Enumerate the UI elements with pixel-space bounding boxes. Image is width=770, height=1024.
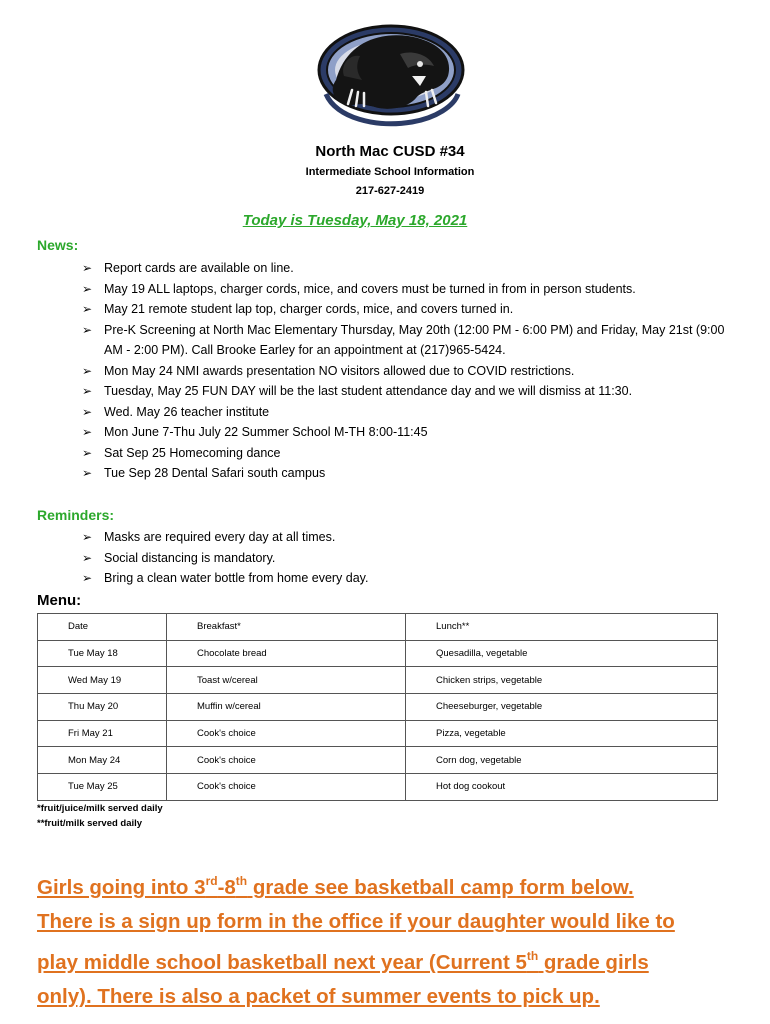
news-item: ➢ Pre-K Screening at North Mac Elementary Thursday, May 20th (12:00 PM - 6:00 PM) and Friday, May 21st (9:00 AM - 2:00 PM). Call Brooke Earley for an appointment at (217)965-5424. [82,320,732,361]
menu-lunch: Corn dog, vegetable [406,747,718,774]
news-label: News: [37,237,79,253]
menu-breakfast: Toast w/cereal [167,667,406,694]
announcement-line [37,939,737,980]
announcement-line [37,864,737,905]
column-header: Date [38,614,167,641]
table-row [38,667,718,694]
news-item: ➢ Report cards are available on line. [82,258,732,279]
menu-lunch: Chicken strips, vegetable [406,667,718,694]
menu-breakfast: Chocolate bread [167,640,406,667]
menu-date: Fri May 21 [38,720,167,747]
announcement-text: grade see basketball camp form below. [247,876,634,899]
table-row [38,640,718,667]
menu-date: Mon May 24 [38,747,167,774]
announcement-text: -8 [217,876,236,899]
menu-date: Thu May 20 [38,694,167,721]
today-date-heading: Today is Tuesday, May 18, 2021 [242,212,468,229]
announcement-text: Girls going into 3 [37,876,206,899]
announcement-line: There is a sign up form in the office if your daughter would like to [37,910,675,933]
reminder-item: ➢ Social distancing is mandatory. [82,548,732,569]
table-row [38,774,718,801]
news-item: ➢ Mon June 7-Thu July 22 Summer School M-TH 8:00-11:45 [82,422,732,443]
menu-lunch: Cheeseburger, vegetable [406,694,718,721]
table-header-row [38,614,718,641]
document-subtitle: Intermediate School Information [305,166,475,178]
news-item: ➢ Mon May 24 NMI awards presentation NO visitors allowed due to COVID restrictions. [82,361,732,382]
menu-date: Tue May 25 [38,774,167,801]
reminders-label: Reminders: [37,507,115,523]
announcement-text: play middle school basketball next year (Current 5 [37,951,527,974]
column-header: Lunch** [406,614,718,641]
reminders-list [82,527,732,589]
table-row [38,694,718,721]
menu-date: Tue May 18 [38,640,167,667]
menu-lunch: Quesadilla, vegetable [406,640,718,667]
menu-breakfast: Cook's choice [167,774,406,801]
reminder-item: ➢ Masks are required every day at all times. [82,527,732,548]
announcement-line: only). There is also a packet of summer events to pick up. [37,985,600,1008]
menu-lunch: Pizza, vegetable [406,720,718,747]
menu-date: Wed May 19 [38,667,167,694]
column-header: Breakfast* [167,614,406,641]
announcement-superscript: rd [205,874,218,888]
menu-footnote-lunch: **fruit/milk served daily [37,818,143,829]
news-item: ➢ Tuesday, May 25 FUN DAY will be the last student attendance day and we will dismiss at 11:30. [82,381,732,402]
reminder-item: ➢ Bring a clean water bottle from home every day. [82,568,732,589]
announcement-text: grade girls [538,951,649,974]
news-item: ➢ Tue Sep 28 Dental Safari south campus [82,463,732,484]
news-list [82,258,732,484]
menu-breakfast: Muffin w/cereal [167,694,406,721]
menu-breakfast: Cook's choice [167,747,406,774]
phone-number: 217-627-2419 [355,185,425,197]
announcement-superscript: th [526,949,539,963]
menu-footnote-breakfast: *fruit/juice/milk served daily [37,803,163,814]
menu-label: Menu: [37,592,82,609]
menu-breakfast: Cook's choice [167,720,406,747]
news-item: ➢ Sat Sep 25 Homecoming dance [82,443,732,464]
table-row [38,747,718,774]
panther-logo-icon [316,14,466,132]
table-row [38,720,718,747]
basketball-announcement [37,864,737,1014]
announcement-superscript: th [235,874,248,888]
news-item: ➢ May 21 remote student lap top, charger cords, mice, and covers turned in. [82,299,732,320]
news-item: ➢ Wed. May 26 teacher institute [82,402,732,423]
news-item: ➢ May 19 ALL laptops, charger cords, mice, and covers must be turned in from in person students. [82,279,732,300]
menu-lunch: Hot dog cookout [406,774,718,801]
school-name: North Mac CUSD #34 [315,143,465,160]
menu-table [37,613,718,801]
